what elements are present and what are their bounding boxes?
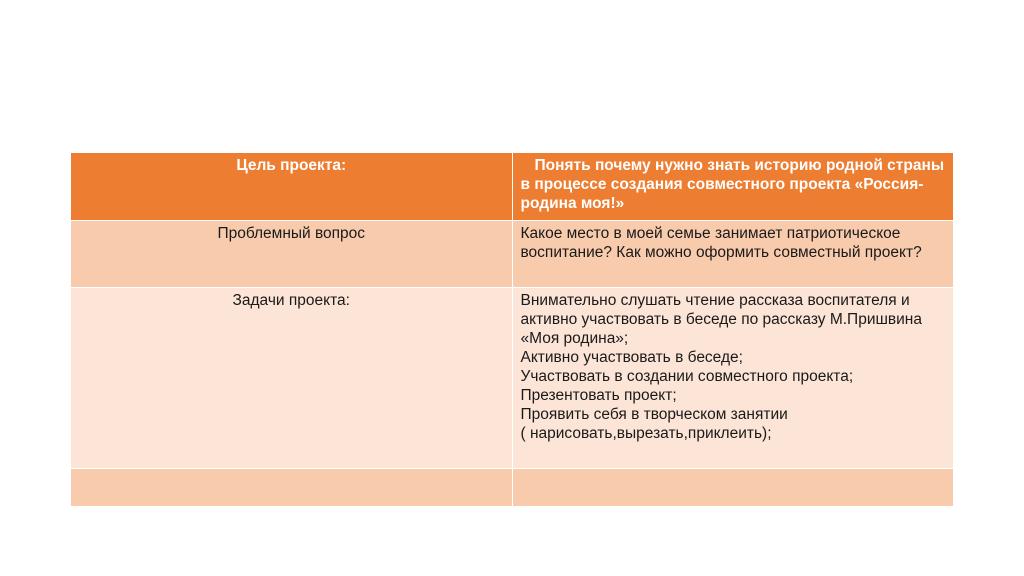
table-row-goal [71, 153, 953, 221]
tasks-label: Задачи проекта: [71, 288, 512, 469]
table-row-tasks [71, 288, 953, 469]
problem-label: Проблемный вопрос [71, 221, 512, 288]
goal-value: Понять почему нужно знать историю родной страны в процессе создания совместного проекта «Россия-родина моя!» [512, 153, 953, 221]
tasks-value: Внимательно слушать чтение рассказа воспитателя и активно участвовать в беседе по рассказу М.Пришвина «Моя родина»; Активно участвовать в беседе; Участвовать в создании совместного проекта; Презентовать проект; Проявить себя в творческом занятии ( нарисовать,вырезать,приклеить); [512, 288, 953, 469]
project-table [71, 153, 953, 507]
problem-value: Какое место в моей семье занимает патриотическое воспитание? Как можно оформить совместный проект? [512, 221, 953, 288]
empty-cell-left [71, 469, 512, 507]
table-row-problem [71, 221, 953, 288]
empty-cell-right [512, 469, 953, 507]
table-row-empty [71, 469, 953, 507]
goal-label: Цель проекта: [71, 153, 512, 221]
